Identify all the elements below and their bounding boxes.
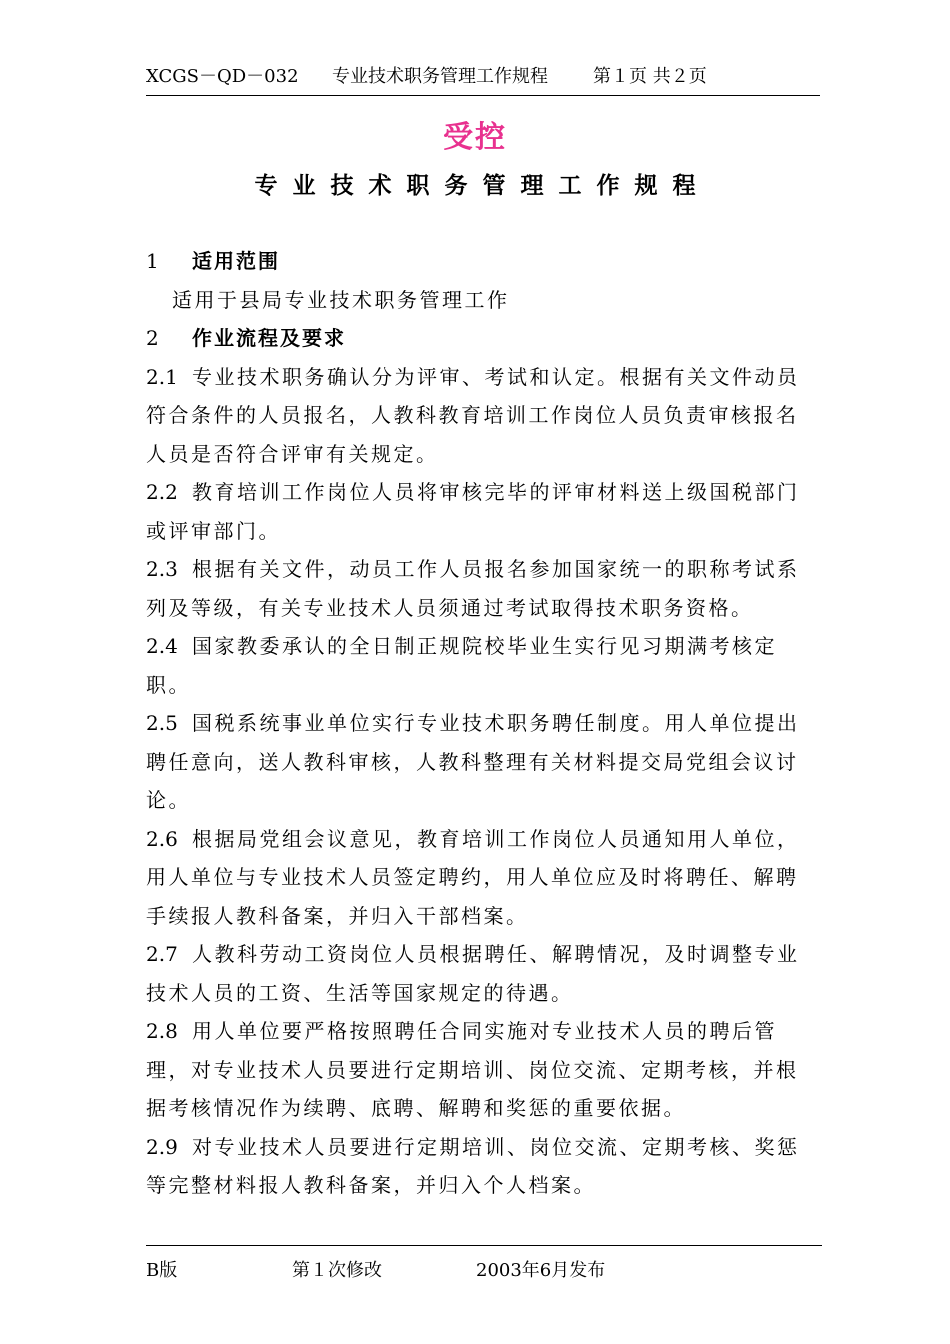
clause-text: 对专业技术人员要进行定期培训、岗位交流、定期考核、奖惩等完整材料报人教科备案，并归入个人档案。 [146,1134,800,1197]
clause-text: 专业技术职务确认分为评审、考试和认定。根据有关文件动员符合条件的人员报名，人教科教育培训工作岗位人员负责审核报名人员是否符合评审有关规定。 [146,364,800,466]
release-date: 2003年6月发布 [476,1260,606,1281]
version-label: B版 [146,1260,178,1281]
header-doc-title: 专业技术职务管理工作规程 [332,66,548,87]
clause-number: 2.1 [146,364,178,389]
clause-number: 2.9 [146,1134,178,1159]
clause-number: 2.7 [146,942,178,966]
page-header [146,62,820,92]
header-rule [146,95,820,96]
section-1-body: 适用于县局专业技术职务管理工作 [172,287,510,312]
clause-text: 根据局党组会议意见，教育培训工作岗位人员通知用人单位，用人单位与专业技术人员签定聘约，用人单位应及时将聘任、解聘手续报人教科备案，并归入干部档案。 [146,826,800,928]
section-title: 作业流程及要求 [192,326,346,350]
section-title: 适用范围 [192,249,280,273]
clause-2-4 [146,627,818,704]
document-title: 专业技术职务管理工作规程 [254,173,711,199]
clause-2-5 [146,704,818,820]
clause-2-7 [146,935,818,1012]
section-1-heading [146,242,818,281]
page-info: 第１页 共２页 [593,66,707,87]
section-number: 1 [146,249,161,273]
clause-number: 2.2 [146,480,178,504]
page-footer [146,1256,822,1286]
section-number: 2 [146,326,161,350]
clause-2-3 [146,550,818,627]
footer-rule [146,1245,822,1246]
section-2-heading [146,319,818,358]
clause-text: 教育培训工作岗位人员将审核完毕的评审材料送上级国税部门或评审部门。 [146,480,800,543]
document-body [146,242,818,1205]
clause-2-6 [146,820,818,936]
clause-number: 2.4 [146,634,178,658]
clause-2-2 [146,473,818,550]
clause-number: 2.8 [146,1019,178,1043]
clause-2-1 [146,358,818,474]
revision-label: 第１次修改 [292,1260,382,1281]
clause-number: 2.3 [146,557,178,581]
controlled-stamp: 受控 [443,120,507,155]
doc-code: XCGS－QD－032 [146,66,299,87]
clause-text: 人教科劳动工资岗位人员根据聘任、解聘情况，及时调整专业技术人员的工资、生活等国家规定的待遇。 [146,942,800,1005]
clause-text: 国税系统事业单位实行专业技术职务聘任制度。用人单位提出聘任意向，送人教科审核，人教科整理有关材料提交局党组会议讨论。 [146,711,800,812]
clause-number: 2.5 [146,711,178,735]
clause-text: 根据有关文件，动员工作人员报名参加国家统一的职称考试系列及等级，有关专业技术人员须通过考试取得技术职务资格。 [146,557,800,620]
clause-2-8 [146,1012,818,1128]
clause-number: 2.6 [146,826,178,851]
clause-text: 用人单位要严格按照聘任合同实施对专业技术人员的聘后管理，对专业技术人员要进行定期培训、岗位交流、定期考核，并根据考核情况作为续聘、底聘、解聘和奖惩的重要依据。 [146,1019,799,1120]
clause-2-9 [146,1128,818,1205]
clause-text: 国家教委承认的全日制正规院校毕业生实行见习期满考核定职。 [146,634,777,697]
